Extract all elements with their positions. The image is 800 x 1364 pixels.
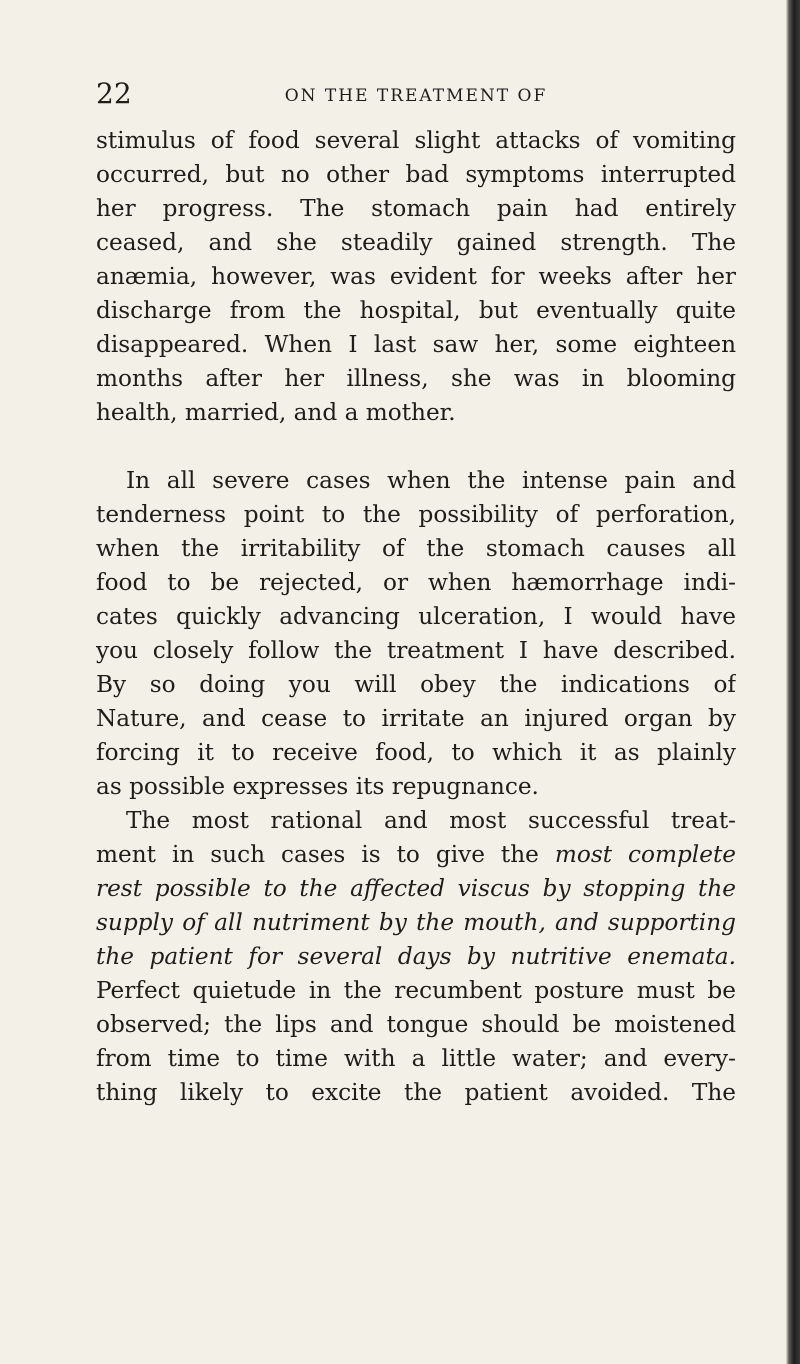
text-line: observed; the lips and tongue should be moistened <box>96 1011 736 1038</box>
text-line: occurred, but no other bad symptoms interrupted <box>96 161 736 188</box>
text-line: The most rational and most successful treat- <box>126 807 736 834</box>
text-line: from time to time with a little water; and every- <box>96 1045 736 1072</box>
text-line: anæmia, however, was evident for weeks after her <box>96 263 736 290</box>
text-line: In all severe cases when the intense pain and <box>126 467 736 494</box>
body-text <box>96 124 736 1110</box>
text-line: By so doing you will obey the indications of <box>96 671 736 698</box>
text-line: ceased, and she steadily gained strength. The <box>96 229 736 256</box>
text-line: Nature, and cease to irritate an injured organ by <box>96 705 736 732</box>
page-number: 22 <box>96 77 132 110</box>
text-italic: most complete <box>554 841 736 868</box>
text-line: disappeared. When I last saw her, some eighteen <box>96 331 736 358</box>
text-line: as possible expresses its repugnance. <box>96 773 539 800</box>
text-line: food to be rejected, or when hæmorrhage indi- <box>96 569 736 596</box>
text-line: discharge from the hospital, but eventually quite <box>96 297 736 324</box>
text-line: stimulus of food several slight attacks of vomiting <box>96 127 736 154</box>
paragraph-gap <box>96 430 736 464</box>
text-line-italic: the patient for several days by nutritive enemata. <box>96 943 736 970</box>
text-line: cates quickly advancing ulceration, I would have <box>96 603 736 630</box>
text-line: when the irritability of the stomach causes all <box>96 535 736 562</box>
text-roman: ment in such cases is to give the <box>96 841 555 868</box>
text-line-italic: rest possible to the affected viscus by stopping the <box>96 875 736 902</box>
text-line: forcing it to receive food, to which it as plainly <box>96 739 736 766</box>
text-line: tenderness point to the possibility of perforation, <box>96 501 736 528</box>
text-line: months after her illness, she was in blooming <box>96 365 736 392</box>
page-edge-shadow <box>786 0 800 1364</box>
text-line-mixed <box>96 838 736 872</box>
running-title: ON THE TREATMENT OF <box>284 86 548 106</box>
text-line: thing likely to excite the patient avoided. The <box>96 1079 736 1106</box>
text-line: you closely follow the treatment I have described. <box>96 637 736 664</box>
text-line-italic: supply of all nutriment by the mouth, and supporting <box>96 909 736 936</box>
text-line: health, married, and a mother. <box>96 399 456 426</box>
text-line: her progress. The stomach pain had entirely <box>96 195 736 222</box>
text-line: Perfect quietude in the recumbent posture must be <box>96 977 736 1004</box>
page-header <box>96 78 736 114</box>
